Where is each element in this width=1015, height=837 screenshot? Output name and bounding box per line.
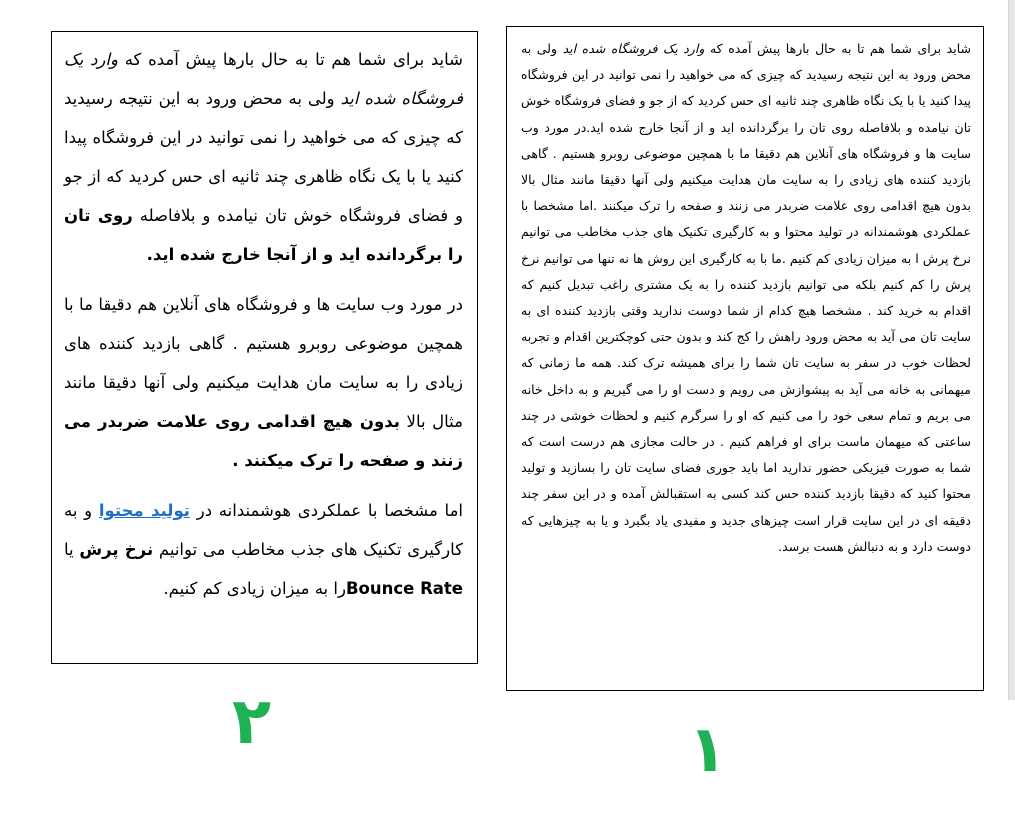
text-run: ولی به محض ورود به این نتیجه رسیدید که چیزی که می خواهید را نمی توانید در این فروشگاه پیدا کنید یا با یک نگاه ظاهری چند ثانیه ای حس کردید که از جو و فضای فروشگاه خوش تان نیامده و بلافاصله روی تان را برگردانده اید و از آنجا خارج شده اید.در مورد وب سایت ها و فروشگاه های آنلاین هم دقیقا ما با همچین موضوعی روبرو هستیم . گاهی بازدید کننده های زیادی را به سایت مان هدایت میکنیم ولی آنها دقیقا مانند مثال بالا بدون هیچ اقدامی روی علامت ضربدر می زنند و صفحه را ترک میکنند .اما مشخصا با عملکردی هوشمندانه در تولید محتوا و به کارگیری تکنیک های جذب مخاطب می توانیم نرخ پرش ا به میزان زیادی کم کنیم .ما با به کارگیری این روش ها نه تنها می توانیم نرخ پرش را کم کنیم بلکه می توانیم بازدید کننده را به یک مشتری راغب تبدیل کنیم که اقدام به خرید کند . مشخصا هیچ کدام از شما دوست ندارید وقتی بازدید کننده ای به سایت تان می آید به محض ورود راهش را کج کند و بدون حتی کوچکترین اقدام و تجربه لحظات خوب در سفر به سایت تان شما را برای همیشه ترک کند. همه ما زمانی که میهمانی به خانه می آید به پیشوازش می رویم و دست او را می گیریم و به داخل خانه می بریم و تمام سعی خود را می کنیم که او را سرگرم کنیم و لحظات خوشی در چند ساعتی که میهمان ماست برای او فراهم کنیم . در حالت مجازی هم درست است که شما به صورت فیزیکی حضور ندارید اما باید جوری فضای سایت تان را بسازید و تولید محتوا کنید که دقیقا بازدید کننده حس کند کسی به استقبالش آمده و در این سفر چند دقیقه ای در این سایت قرار است چیزهای جدید و مفیدی یاد بگیرد و یا به چیزهایی که دوست دارد و به دنبالش هست برسد. [521, 41, 971, 554]
rewritten-text-box [51, 31, 478, 664]
bounce-rate-term: Bounce Rate [345, 579, 463, 598]
bold-text: روی تان را برگردانده اید و از آنجا خارج شده اید. [64, 206, 463, 264]
bold-text: بدون هیچ اقدامی روی علامت ضربدر می زنند و صفحه را ترک میکنند . [64, 412, 463, 470]
label-number-1: ۱ [688, 713, 728, 787]
label-number-2: ۲ [232, 685, 272, 759]
content-production-link[interactable]: تولید محتوا [98, 501, 190, 520]
original-text-box [506, 26, 984, 691]
italic-text: وارد یک فروشگاه شده اید [562, 41, 705, 56]
text-run: را به میزان زیادی کم کنیم. [163, 579, 346, 598]
italic-text: وارد یک فروشگاه شده اید [64, 50, 463, 108]
paragraph-3 [64, 491, 463, 608]
paragraph-2 [64, 285, 463, 480]
bold-text: نرخ پرش [79, 540, 154, 559]
page-edge-strip [1008, 0, 1015, 700]
text-run: یا [64, 540, 80, 559]
text-run: ولی به محض ورود به این نتیجه رسیدید که چیزی که می خواهید را نمی توانید در این فروشگاه پیدا کنید یا با یک نگاه ظاهری چند ثانیه ای حس کردید که از جو و فضای فروشگاه خوش تان نیامده و بلافاصله [64, 89, 463, 225]
paragraph-1 [64, 40, 463, 274]
text-run: و به کارگیری تکنیک های جذب مخاطب می توانیم [64, 501, 463, 559]
text-run: در مورد وب سایت ها و فروشگاه های آنلاین هم دقیقا ما با همچین موضوعی روبرو هستیم . گاهی بازدید کننده های زیادی را به سایت مان هدایت میکنیم ولی آنها دقیقا مانند مثال بالا [64, 295, 464, 431]
text-run: اما مشخصا با عملکردی هوشمندانه در [190, 501, 463, 520]
text-run: شاید برای شما هم تا به حال بارها پیش آمده که [704, 41, 971, 56]
text-run: شاید برای شما هم تا به حال بارها پیش آمده که [117, 50, 463, 69]
paragraph [521, 36, 971, 560]
